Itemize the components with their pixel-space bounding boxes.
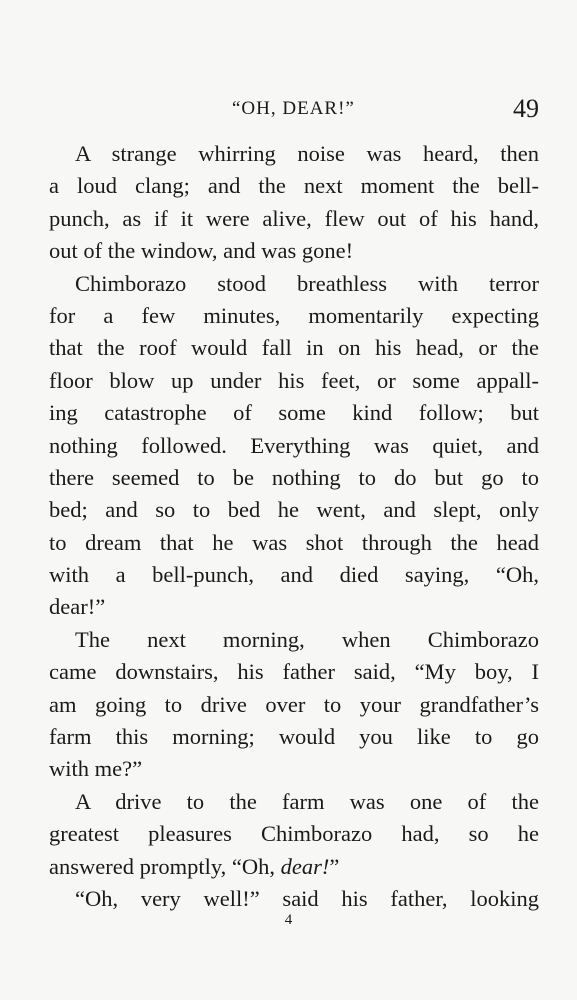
running-title: “OH, DEAR!” <box>232 98 355 119</box>
signature-mark: 4 <box>284 912 293 928</box>
body-text <box>49 138 539 915</box>
text-line: bed; and so to bed he went, and slept, only <box>49 497 539 523</box>
text-line: a loud clang; and the next moment the bell- <box>49 173 539 199</box>
text-fragment: answered promptly, “Oh, <box>49 853 281 879</box>
text-line: The next morning, when Chimborazo <box>75 626 539 652</box>
text-line: am going to drive over to your grandfather’s <box>49 691 539 717</box>
text-line: came downstairs, his father said, “My boy, I <box>49 659 539 685</box>
text-line: dear!” <box>49 594 106 620</box>
text-line: there seemed to be nothing to do but go to <box>49 464 539 490</box>
text-fragment: ” <box>329 853 340 879</box>
text-line: A strange whirring noise was heard, then <box>75 141 539 166</box>
page-number: 49 <box>513 94 539 123</box>
text-line: greatest pleasures Chimborazo had, so he <box>49 821 539 847</box>
text-line: for a few minutes, momentarily expecting <box>49 302 539 328</box>
text-line-with-italic <box>49 851 539 883</box>
text-line: that the roof would fall in on his head, or the <box>49 335 539 361</box>
text-line: nothing followed. Everything was quiet, and <box>49 432 539 458</box>
text-line: with a bell-punch, and died saying, “Oh, <box>49 562 539 588</box>
page-header <box>0 88 577 128</box>
text-line: floor blow up under his feet, or some appall- <box>49 367 539 393</box>
text-line: punch, as if it were alive, flew out of his hand, <box>49 205 539 231</box>
text-line: out of the window, and was gone! <box>49 238 354 264</box>
text-line: with me?” <box>49 756 143 782</box>
text-line: ing catastrophe of some kind follow; but <box>49 400 539 426</box>
text-line: A drive to the farm was one of the <box>75 788 539 814</box>
text-line: “Oh, very well!” said his father, looking <box>75 885 539 911</box>
italic-dear: dear! <box>280 853 330 879</box>
text-line: Chimborazo stood breathless with terror <box>75 270 539 296</box>
text-line: farm this morning; would you like to go <box>49 724 539 750</box>
text-line: to dream that he was shot through the head <box>49 529 539 555</box>
